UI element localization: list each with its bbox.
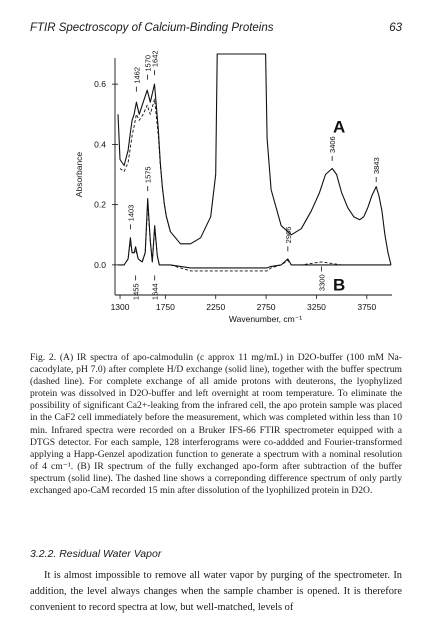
y-tick-label: 0.6 [94,79,106,90]
panel-label-a: A [333,117,346,137]
peak-label: 2966 [283,226,293,244]
ftir-spectra-figure [0,40,427,350]
x-tick-label: 1300 [110,302,130,312]
x-tick-label: 1750 [155,302,175,312]
y-axis-label: Absorbance [74,151,84,198]
x-axis-label: Wavenumber, cm⁻¹ [228,314,303,324]
figure-caption: Fig. 2. (A) IR spectra of apo-calmodulin (c approx 11 mg/mL) in D2O-buffer (100 mM Na-cacodylate, pH 7.0) after complete H/D exchange (solid line), together with the buffer spectrum (dashed line). For complete exchange of all amide protons with deuterons, the lyophylized protein was dissolved in D2O-buffer and left overnight at room temperature. To eliminate the possibility of significant Ca2+-leaking from the infrared cell, the apo protein sample was placed in the CaF2 cell immediately before the measurement, which was completed within less than 10 min. Infrared spectra were recorded on a Bruker IFS-66 FTIR spectrometer equipped with a DTGS detector. For each sample, 128 interferograms were co-addded and Fourier-transformed applying a Happ-Genzel apodization function to generate a spectrum with a nominal resolution of 4 cm⁻¹. (B) IR spectrum of the fully exchanged apo-form after subtraction of the buffer spectrum (solid line). The dashed line shows a correponding difference spectrum of only partly exchanged apo-CaM recorded 15 min after dissolution of the lyophilized protein in D2O. [30,352,402,497]
x-tick-label: 3750 [357,302,377,312]
page-number: 63 [389,22,402,34]
chart-labels [126,50,381,300]
peak-label: 1570 [143,54,153,72]
peak-label: 3406 [328,136,338,153]
section-heading: 3.2.2. Residual Water Vapor [30,548,162,560]
running-head [30,22,402,38]
x-tick-label: 2250 [206,302,226,312]
peak-label: 1455 [131,283,141,301]
peak-label: 1462 [132,66,142,84]
spectrum-series-1-solid [118,54,391,265]
peak-label: 3843 [372,157,382,175]
peak-label: 1644 [150,283,160,301]
x-tick-label: 3250 [306,302,326,312]
chart-series [118,54,391,271]
body-paragraph: It is almost impossible to remove all water vapor by purging of the spectrometer. In addition, the level always changes when the sample chamber is opened. It is therefore convenient to record spectra at low, but well-matched, levels of [30,570,402,613]
peak-label: 1403 [126,204,136,222]
peak-label: 3300 [317,274,327,292]
x-tick-label: 2750 [256,302,276,312]
peak-label: 1642 [150,50,160,68]
running-title: FTIR Spectroscopy of Calcium-Binding Proteins [30,22,274,34]
y-tick-label: 0.4 [94,139,106,150]
panel-label-b: B [333,275,346,295]
y-tick-label: 0.0 [94,259,106,270]
peak-label: 1575 [143,166,153,184]
spectrum-series-3-solid [118,199,391,268]
y-tick-label: 0.2 [94,199,106,210]
